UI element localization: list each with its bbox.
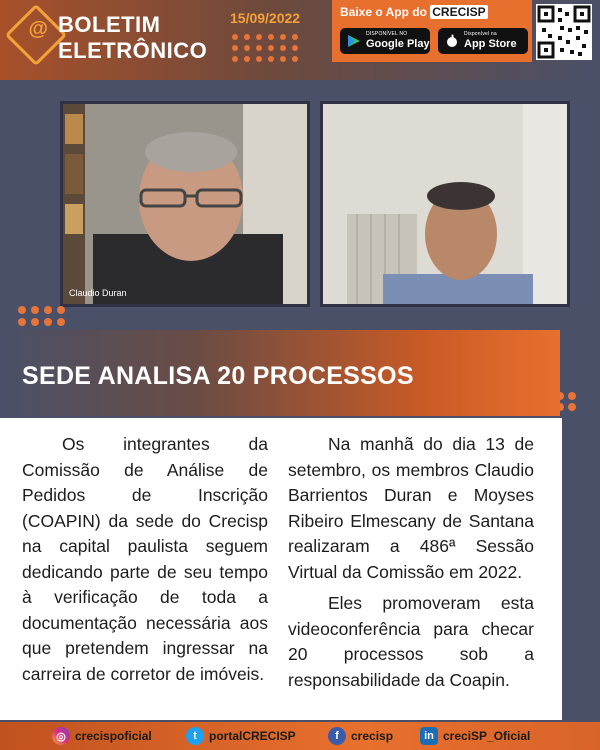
social-footer: [0, 722, 600, 750]
brand-line-1: BOLETIM: [58, 12, 161, 37]
article-paragraph: Os integrantes da Comissão de Análise de Pedidos de Inscrição (COAPIN) da sede do Crecisp na capital paulista seguem dedicando parte de seu tempo à verificação de toda a documentação necessária aos que pretendem ingressar na carreira de corretor de imóveis.: [22, 434, 268, 684]
app-store-small-text: Disponível na: [464, 31, 497, 37]
google-play-badge[interactable]: [340, 28, 430, 54]
decorative-dots: [232, 34, 299, 62]
qr-code-icon[interactable]: [536, 4, 592, 60]
apple-icon: [445, 34, 459, 48]
google-play-icon: [347, 34, 361, 48]
app-download-panel: [332, 0, 532, 62]
article-column-left: [22, 432, 268, 693]
app-download-prompt: Baixe o App do CRECISP: [340, 5, 486, 19]
instagram-icon: ◎: [52, 727, 70, 745]
twitter-link[interactable]: t portalCRECISP: [186, 727, 296, 745]
facebook-link[interactable]: f crecisp: [328, 727, 393, 745]
app-store-badge[interactable]: [438, 28, 528, 54]
article-paragraph: Na manhã do dia 13 de setembro, os membros Claudio Barrientos Duran e Moyses Ribeiro Elmescany de Santana realizaram a 486ª Sessão Virtual da Comissão em 2022.: [288, 434, 534, 582]
instagram-link[interactable]: ◎ crecispoficial: [52, 727, 152, 745]
linkedin-icon: in: [420, 727, 438, 745]
video-call-photo-right: [320, 101, 570, 307]
linkedin-link[interactable]: in creciSP_Oficial: [420, 727, 530, 745]
brand-title: [58, 12, 207, 64]
crecisp-app-brand: CRECISP: [432, 5, 486, 19]
issue-date: 15/09/2022: [230, 10, 301, 26]
facebook-icon: f: [328, 727, 346, 745]
article-body: [0, 418, 562, 720]
video-call-photo-left: [60, 101, 310, 307]
app-store-label: App Store: [464, 38, 517, 50]
article-paragraph: Eles promoveram esta videoconferência para checar 20 processos sob a responsabilidade da Coapin.: [288, 593, 534, 690]
twitter-icon: t: [186, 727, 204, 745]
brand-line-2: ELETRÔNICO: [58, 38, 208, 63]
google-play-label: Google Play: [366, 38, 430, 50]
decorative-dots-left: [18, 306, 66, 326]
article-column-right: [288, 432, 534, 699]
article-headline: SEDE ANALISA 20 PROCESSOS: [22, 362, 414, 390]
participant-name-label: Claudio Duran: [69, 288, 127, 298]
google-play-small-text: DISPONÍVEL NO: [366, 31, 408, 37]
header-bar: [0, 0, 600, 80]
